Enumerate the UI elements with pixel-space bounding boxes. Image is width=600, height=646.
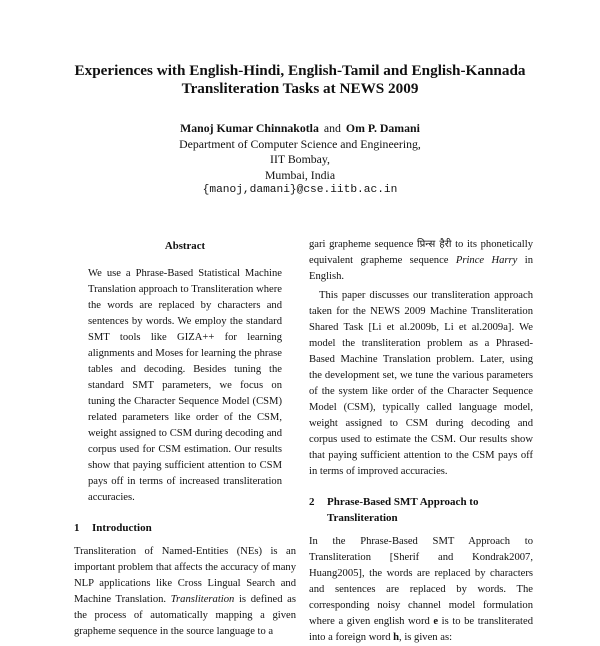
section-2-heading: [309, 494, 533, 526]
author-and: and: [323, 121, 341, 135]
author-block: [0, 121, 600, 199]
section-1-paragraph: [74, 544, 296, 640]
author-email: {manoj,damani}@cse.iitb.ac.in: [202, 184, 398, 196]
section-2-text-c: , is given as:: [399, 632, 453, 643]
section-1-number: 1: [74, 522, 80, 534]
abstract-body: [88, 266, 282, 506]
affiliation-department: Department of Computer Science and Engineering,: [179, 136, 421, 151]
cont-text-c: in English.: [309, 255, 533, 282]
author-1: Manoj Kumar Chinnakotla: [180, 121, 319, 135]
section-1-title: Introduction: [92, 522, 152, 534]
title-line-1: Experiences with English-Hindi, English-Tamil and English-Kannada: [74, 62, 526, 79]
title-line-2: Transliteration Tasks at NEWS 2009: [181, 80, 419, 97]
abstract-text: We use a Phrase-Based Statistical Machine Translation approach to Transliteration where the words are replaced by characters and sentences by words. We employ the standard SMT tools like GIZA++ for learning alignments and Moses for learning the phrase tables and decoding. Besides tuning the standard SMT parameters, we focus on tuning the Character Sequence Model (CSM) related parameters like order of the CSM, weight assigned to CSM during decoding and corpus used for CSM estimation. Our results show that paying sufficient attention to CSM pays off in terms of increased transliteration accuracies.: [88, 268, 282, 503]
section-2-text-a: In the Phrase-Based SMT Approach to Transliteration [Sherif and Kondrak2007, Huang2005], the words are replaced by characters and sentences are replaced by words. The corresponding noisy channel model formulation where a given english word: [309, 536, 533, 627]
left-column: [74, 238, 296, 640]
right-column: [309, 237, 533, 646]
intro-paragraph-2: This paper discusses our transliteration approach taken for the NEWS 2009 Machine Transliteration Shared Task [Li et al.2009b, Li et al.2009a]. We model the transliteration problem as a Phrased-Based Machine Translation problem. Later, using the development set, we tune the various parameters of the system like order of the Character Sequence Model (CSM), typically called language model, weight assigned to CSM during decoding and corpus used to estimate the CSM. Our results show that paying sufficient attention to the CSM pays off in terms of improved accuracies.: [309, 290, 533, 477]
author-2: Om P. Damani: [345, 121, 420, 135]
cont-name: Prince Harry: [455, 255, 518, 266]
cont-text-a: gari grapheme sequence: [309, 239, 417, 250]
section-2-var-h: h: [393, 632, 400, 643]
section-2-paragraph: [309, 534, 533, 646]
section-1-text-b: is defined as the process of automatically mapping a given grapheme sequence in the source language to a: [74, 594, 296, 637]
paper-title: [0, 62, 600, 98]
section-2-var-e: e: [433, 616, 439, 627]
abstract-heading: Abstract: [164, 240, 206, 252]
affiliation-institute: IIT Bombay,: [270, 152, 330, 166]
section-2-title: Phrase-Based SMT Approach to Transliteration: [327, 496, 479, 524]
section-1-heading: [74, 520, 296, 536]
section-1-text-a: Transliteration of Named-Entities (NEs) is an important problem that affects the accuracy of many NLP applications like Cross Lingual Search and Machine Translation.: [74, 546, 296, 605]
section-2-text-b: is to be transliterated into a foreign word: [309, 616, 534, 643]
devanagari-word: प्रिन्स हैरी: [417, 239, 452, 250]
section-2-number: 2: [309, 496, 315, 508]
affiliation-city: Mumbai, India: [264, 167, 336, 182]
section-1-term: Transliteration: [170, 594, 235, 605]
author-line: [0, 121, 600, 137]
cont-text-b: to its phonetically equivalent grapheme sequence: [309, 239, 533, 266]
intro-continuation: [309, 237, 533, 285]
